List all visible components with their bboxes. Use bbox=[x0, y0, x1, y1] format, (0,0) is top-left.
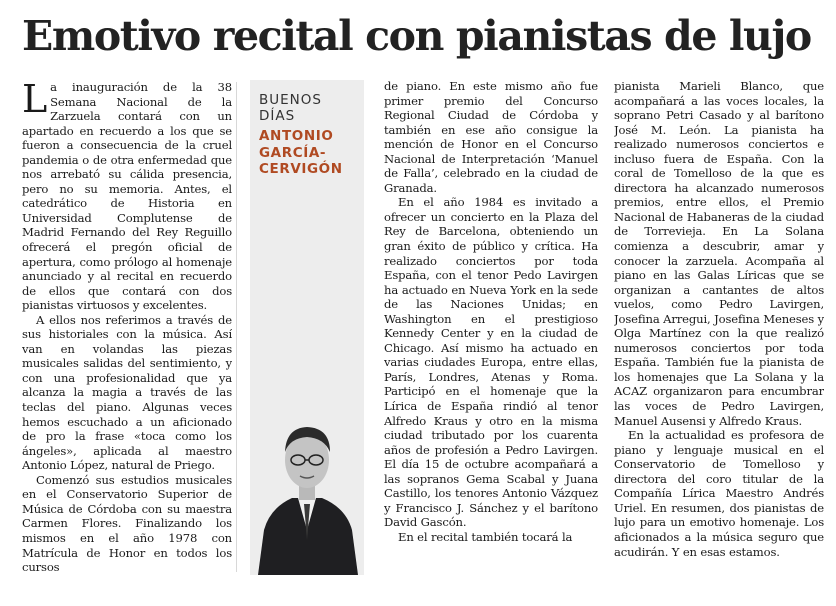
author-sidebar bbox=[250, 80, 364, 575]
paragraph: La inauguración de la 38 Semana Nacional de la Zarzuela contará con un apartado en recuerdo a los que se fueron a consecuencia de la cruel pandemia o de otra enfermedad que nos arrebató su cálida presencia, pero no su memoria. Antes, el catedrático de Historia en Universidad Complutense de Madrid Fernando del Rey Reguillo ofrecerá el pregón oficial de apertura, como prólogo al homenaje anunciado y al recital en recuerdo de ellos que contará con dos pianistas virtuosos y excelentes. bbox=[22, 80, 232, 313]
author-photo bbox=[250, 380, 364, 575]
drop-cap: L bbox=[22, 80, 48, 121]
article-column-4 bbox=[614, 79, 824, 599]
author-name: ANTONIO GARCÍA- CERVIGÓN bbox=[259, 128, 343, 177]
paragraph: de piano. En este mismo año fue primer premio del Concurso Regional Ciudad de Córdoba y también en ese año consigue la mención de Honor en el Concurso Nacional de Interpretación ‘Manuel de Falla’, celebrado en la ciudad de Granada. bbox=[384, 79, 598, 195]
paragraph: En el recital también tocará la bbox=[398, 529, 573, 544]
column-title: BUENOS DÍAS bbox=[259, 92, 322, 124]
paragraph: En el año 1984 es invitado a ofrecer un concierto en la Plaza del Rey de Barcelona, obteniendo un gran éxito de público y crítica. Ha realizado conciertos por toda España, con el tenor Pedo Lavirgen ha actuado en Nueva York en la sede de las Naciones Unidas; en Washington en el prestigioso Kennedy Center y en la ciudad de Chicago. Así mismo ha actuado en varias ciudades Europa, entre ellas, París, Londres, Atenas y Roma. Participó en el homenaje que la Lírica de España rindió al tenor Alfredo Kraus y otro en la misma ciudad tributado por los cuarenta años de profesión a Pedro Lavirgen. El día 15 de octubre acompañará a las sopranos Gema Scabal y Juana Castillo, los tenores Antonio Vázquez y Francisco J. Sánchez y el barítono David Gascón. bbox=[384, 195, 598, 530]
article-column-1 bbox=[22, 80, 232, 600]
paragraph: En la actualidad es profesora de piano y lenguaje musical en el Conservatorio de Tomelloso y directora del coro titular de la Compañía Lírica Maestro Andrés Uriel. En resumen, dos pianistas de lujo para un emotivo homenaje. Los aficionados a la música seguro que acudirán. Y en esas estamos. bbox=[614, 428, 824, 559]
headline: Emotivo recital con pianistas de lujo bbox=[22, 12, 811, 60]
paragraph: Comenzó sus estudios musicales en el Conservatorio Superior de Música de Córdoba con su maestra Carmen Flores. Finalizando los mismos en el año 1978 con Matrícula de Honor en todos los cursos bbox=[22, 472, 232, 575]
article-column-3 bbox=[384, 79, 598, 599]
paragraph: A ellos nos referimos a través de sus historiales con la música. Así van en volandas las piezas musicales salidas del sentimiento, y con una profesionalidad que ya alcanza la magia a través de las teclas del piano. Algunas veces hemos escuchado a un aficionado de pro la frase «toca como los ángeles», aplicada al maestro Antonio López, natural de Priego. bbox=[22, 312, 232, 473]
column-divider bbox=[236, 82, 237, 572]
paragraph: pianista Marieli Blanco, que acompañará a las voces locales, la soprano Petri Casado y al barítono José M. León. La pianista ha realizado numerosos conciertos e incluso fuera de España. Con la coral de Tomelloso de la que es directora ha alcanzado numerosos premios, entre ellos, el Premio Nacional de Habaneras de la ciudad de Torrevieja. En La Solana comienza a descubrir, amar y conocer la zarzuela. Acompaña al piano en las Galas Líricas que se organizan a cantantes de altos vuelos, como Pedro Lavirgen, Josefina Arregui, Josefina Meneses y Olga Martínez con la que realizó numerosos conciertos por toda España. También fue la pianista de los homenajes que La Solana y la ACAZ organizaron para encumbrar las voces de Pedro Lavirgen, Manuel Ausensi y Alfredo Kraus. bbox=[614, 79, 824, 428]
